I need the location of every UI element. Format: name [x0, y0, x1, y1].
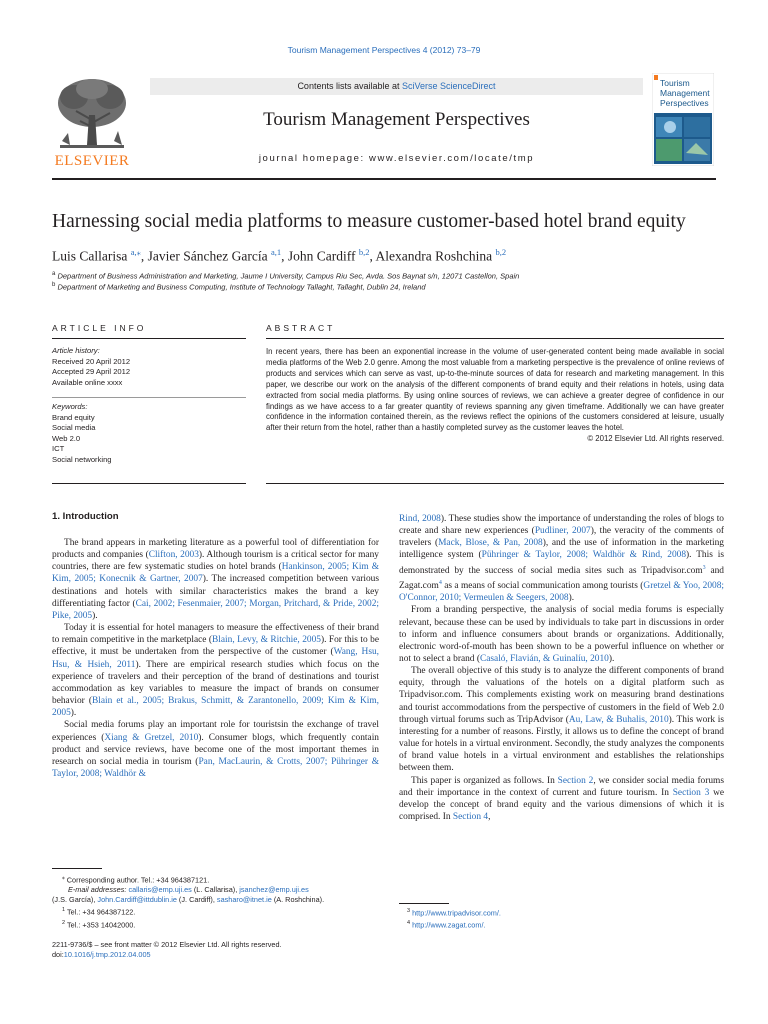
- abstract-heading: ABSTRACT: [266, 323, 336, 333]
- citation-link[interactable]: Pudliner, 2007: [534, 526, 591, 537]
- affiliation-b: [52, 280, 732, 293]
- email-note-cont: (J.S. García), John.Cardiff@ittdublin.ie (J. Cardiff), sasharo@itnet.ie (A. Roshchina).: [52, 895, 325, 905]
- doi-line: doi:10.1016/j.tmp.2012.04.005: [52, 950, 151, 959]
- citation-link[interactable]: Blain, Levy, & Ritchie, 2005: [212, 635, 321, 646]
- abstract-copyright: © 2012 Elsevier Ltd. All rights reserved.: [587, 434, 724, 444]
- paragraph: Today it is essential for hotel managers to measure the effectiveness of their brand to remain competitive in the marketplace (Blain, Levy, & Ritchie, 2005). For this to be effective, it must be undertaken from the perspective of the customer (Wang, Hsu, Hsu, & Hsieh, 2011). There are empirical research studies which focus on the experience of travelers and their perception of the brand of destinations and tourist accommodation as key variables to measure the impact of brands on consumer behavior (Blain et al., 2005; Brakus, Schmitt, & Zarantonello, 2009; Kim & Kim, 2005).: [52, 623, 380, 719]
- article-info-rule: [52, 338, 246, 339]
- paragraph: From a branding perspective, the analysis of social media forums is especially relevant, because these can be used by individuals to take part in discussions in order to inform and influence consumers about brands or organizations. Additionally, electronic word-of-mouth has been shown to be a powerful influence on whether or not to select a brand (Casaló, Flavián, & Guinalíu, 2010).: [399, 605, 724, 664]
- footnote-4: $^4$ http://www.zagat.com/.: [407, 920, 486, 930]
- section-heading-introduction: 1. Introduction: [52, 511, 119, 522]
- keyword: Social networking: [52, 454, 112, 464]
- cover-title-line-2: Management: [660, 88, 710, 98]
- citation-link[interactable]: Gretzel & Yoo, 2008; O'Connor, 2010; Vermeulen & Seegers, 2008: [399, 581, 724, 604]
- citation-link[interactable]: Au, Law, & Buhalis, 2010: [568, 714, 669, 725]
- paragraph: Rind, 2008). These studies show the importance of understanding the roles of blogs to create and share new experiences (Pudliner, 2007), the veracity of the comments of travelers (Mack, Blose, & Pan, 2008), and the use of information in the marketing intelligence system (Pühringer & Taylor, 2008; Waldhör & Rind, 2008). This is demonstrated by the success of social media sites such as Tripadvisor.com$^3$ and Zagat.com$^4$ as a means of social communication among tourists (Gretzel & Yoo, 2008; O'Connor, 2010; Vermeulen & Seegers, 2008).: [399, 514, 725, 604]
- footnote-rule-right: [399, 903, 449, 904]
- publication-info: [52, 940, 379, 960]
- author-name[interactable]: Luis Callarisa: [52, 248, 128, 264]
- body-column-right: [399, 513, 724, 823]
- cover-title-line-3: Perspectives: [660, 98, 709, 108]
- footnote-ref[interactable]: 3: [702, 564, 706, 571]
- article-history: [52, 346, 246, 388]
- author-affiliation-mark[interactable]: a,⁎: [130, 247, 141, 257]
- keyword: Social media: [52, 423, 96, 433]
- section-link[interactable]: Section 4: [452, 812, 489, 822]
- body-column-left: [52, 537, 379, 780]
- journal-cover: [652, 73, 714, 166]
- citation-link[interactable]: Pühringer & Taylor, 2008; Waldhör & Rind, 2008: [481, 550, 687, 561]
- citation-link[interactable]: Casaló, Flavián, & Guinalíu, 2010: [479, 653, 609, 664]
- author-affiliation-mark[interactable]: b,2: [358, 247, 370, 257]
- info-divider: [52, 397, 246, 398]
- doi-link[interactable]: 10.1016/j.tmp.2012.04.005: [63, 950, 151, 959]
- author-affiliation-mark[interactable]: a,1: [270, 247, 282, 257]
- footnote-ref[interactable]: 4: [438, 579, 442, 586]
- contents-band: [150, 78, 643, 95]
- history-received: Received 20 April 2012: [52, 356, 131, 366]
- elsevier-logo: [52, 75, 132, 170]
- footnote-1: $^1$ Tel.: +34 964387122.: [62, 907, 136, 917]
- info-bottom-rule: [52, 483, 246, 484]
- author-list: Luis Callarisa $^{a,⁎}$, Javier Sánchez García $^{a,1}$, John Cardiff $^{b,2}$, Alexandra Roshchina $^{b,2}$: [52, 247, 507, 264]
- journal-title: Tourism Management Perspectives: [263, 109, 530, 130]
- history-accepted: Accepted 29 April 2012: [52, 367, 131, 377]
- citation-link[interactable]: Cai, 2002; Fesenmaier, 2007; Morgan, Pritchard, & Pride, 2002; Pike, 2005: [52, 598, 379, 621]
- sciencedirect-link[interactable]: SciVerse ScienceDirect: [402, 81, 496, 91]
- abstract-rule: [266, 338, 724, 339]
- author-name[interactable]: Javier Sánchez García: [147, 248, 268, 264]
- email-note: E-mail addresses: callaris@emp.uji.es (L. Callarisa), jsanchez@emp.uji.es: [68, 885, 309, 895]
- corresponding-author-note: ⁎ Corresponding author. Tel.: +34 964387121.: [62, 875, 210, 885]
- masthead-rule: [52, 178, 716, 180]
- paragraph: The brand appears in marketing literature as a powerful tool of differentiation for products and companies (Clifton, 2003). Although tourism is a critical sector for many countries, there are few systematic studies on hotel brands (Hankinson, 2005; Kim & Kim, 2005; Konecnik & Gartner, 2007). The increased competition between various destinations and hotels with similar characteristics makes the brand a key differentiating factor (Cai, 2002; Fesenmaier, 2007; Morgan, Pritchard, & Pride, 2002; Pike, 2005).: [52, 538, 380, 621]
- footnote-2: $^2$ Tel.: +353 14042000.: [62, 919, 136, 930]
- citation-link[interactable]: Rind, 2008: [399, 514, 441, 524]
- citation-link[interactable]: Hankinson, 2005; Kim & Kim, 2005; Konecnik & Gartner, 2007: [52, 562, 380, 585]
- paragraph: Social media forums play an important role for touristsin the exchange of travel experiences (Xiang & Gretzel, 2010). Consumer blogs, which frequently contain product and service reviews, have become one of the most important themes in research on social media in tourism (Pan, MacLaurin, & Crotts, 2007; Pühringer & Taylor, 2008; Waldhör &: [52, 720, 380, 779]
- affiliation-text: Department of Business Administration and Marketing, Jaume I University, Campus Riu Sec, Avda. Sos Baynat s/n, 12071 Castellon, Spain: [57, 271, 520, 281]
- section-link[interactable]: Section 3: [672, 787, 710, 798]
- author-name[interactable]: John Cardiff: [287, 248, 356, 264]
- abstract-text: [266, 347, 724, 445]
- journal-homepage[interactable]: journal homepage: www.elsevier.com/locate/tmp: [258, 153, 535, 164]
- article-info-heading: ARTICLE INFO: [52, 323, 147, 333]
- affiliation-text: Department of Marketing and Business Computing, Institute of Technology Tallaght, Tallaght, Dublin 24, Ireland: [57, 282, 426, 292]
- keyword: ICT: [52, 444, 65, 454]
- citation-link[interactable]: Xiang & Gretzel, 2010: [104, 732, 199, 743]
- citation-link[interactable]: Pan, MacLaurin, & Crotts, 2007; Pühringer & Taylor, 2008; Waldhör &: [52, 756, 380, 779]
- email-link[interactable]: John.Cardiff@ittdublin.ie: [97, 895, 177, 905]
- cover-title-line-1: Tourism: [660, 78, 690, 88]
- citation-link[interactable]: Wang, Hsu, Hsu, & Hsieh, 2011: [52, 647, 379, 670]
- section-link[interactable]: Section 2: [557, 775, 594, 786]
- abstract-body: In recent years, there has been an exponential increase in the volume of user-generated content being made available in social media platforms of the Web 2.0 genre. Among the most valuable from a marketing perspective is the prevalence of online reviews of products and services which can serve as vast, up-to-the-minute sources of data for research and marketing management. In this paper, we describe our work on the analysis of the different components of brand equity and their relations in hotels, using data extracted from social media platforms. By using online sources of reviews, we can achieve a greater degree of confidence in our findings as we have access to a far greater quantity of reviews spanning any given timeframe. Additionally we can have greater confidence in the information contained therein, as the reviews reflect the opinions of the customers considered at leisure, usually after their return from the hotel, rather than a hastily completed survey as the customer leaves the hotel.: [266, 347, 724, 433]
- footnote-rule-left: [52, 868, 102, 869]
- paragraph: The overall objective of this study is to analyze the different components of brand equity, through the valuations of the hotels on a digital platform such as Tripadvisor.com. This complements existing work on measuring brand destinations and tourist accommodations from the perspective of customers in the field of Web 2.0 through virtual forums such as TripAdvisor (Au, Law, & Buhalis, 2010). This work is interesting for a number of reasons. Firstly, it allows us to define the concept of brand value for hotels in a virtual environment. Secondly, the study analyzes the components of brand value hotels in a virtual environment and establishes the relationships between them.: [399, 666, 724, 774]
- paragraph: This paper is organized as follows. In Section 2, we consider social media forums and their importance in the context of current and future tourism. In Section 3 we develop the concept of brand equity and the various dimensions of which it is comprised. In Section 4,: [399, 775, 724, 822]
- footnote-url-link[interactable]: http://www.tripadvisor.com/.: [412, 908, 501, 918]
- history-online: Available online xxxx: [52, 377, 123, 387]
- affiliation-mark: b: [52, 282, 56, 288]
- contents-prefix: Contents lists available at: [297, 81, 402, 91]
- keywords-label: Keywords:: [52, 402, 88, 411]
- email-link[interactable]: sasharo@itnet.ie: [216, 895, 272, 905]
- journal-reference[interactable]: Tourism Management Perspectives 4 (2012) 73–79: [287, 45, 481, 55]
- footnote-url-link[interactable]: http://www.zagat.com/.: [412, 920, 486, 930]
- footnotes-left: [52, 873, 379, 930]
- citation-link[interactable]: Clifton, 2003: [148, 550, 199, 561]
- article-history-label: Article history:: [52, 346, 100, 355]
- email-link[interactable]: callaris@emp.uji.es: [128, 885, 192, 895]
- issn-line: 2211-9736/$ – see front matter © 2012 Elsevier Ltd. All rights reserved.: [52, 940, 282, 949]
- citation-link[interactable]: Blain et al., 2005; Brakus, Schmitt, & Zarantonello, 2009; Kim & Kim, 2005: [52, 696, 379, 719]
- email-link[interactable]: jsanchez@emp.uji.es: [239, 885, 309, 895]
- footnote-3: $^3$ http://www.tripadvisor.com/.: [407, 908, 501, 918]
- footnotes-right: [399, 906, 724, 931]
- abstract-bottom-rule: [266, 483, 724, 484]
- author-affiliation-mark[interactable]: b,2: [495, 247, 507, 257]
- keywords: [52, 402, 246, 466]
- elsevier-wordmark: ELSEVIER: [54, 153, 130, 169]
- keyword: Brand equity: [52, 412, 95, 422]
- affiliation-mark: a: [52, 271, 56, 277]
- author-name[interactable]: Alexandra Roshchina: [375, 248, 493, 264]
- masthead: [150, 73, 643, 173]
- citation-link[interactable]: Mack, Blose, & Pan, 2008: [438, 538, 543, 549]
- keyword: Web 2.0: [52, 433, 81, 443]
- article-title: Harnessing social media platforms to measure customer-based hotel brand equity: [52, 211, 686, 232]
